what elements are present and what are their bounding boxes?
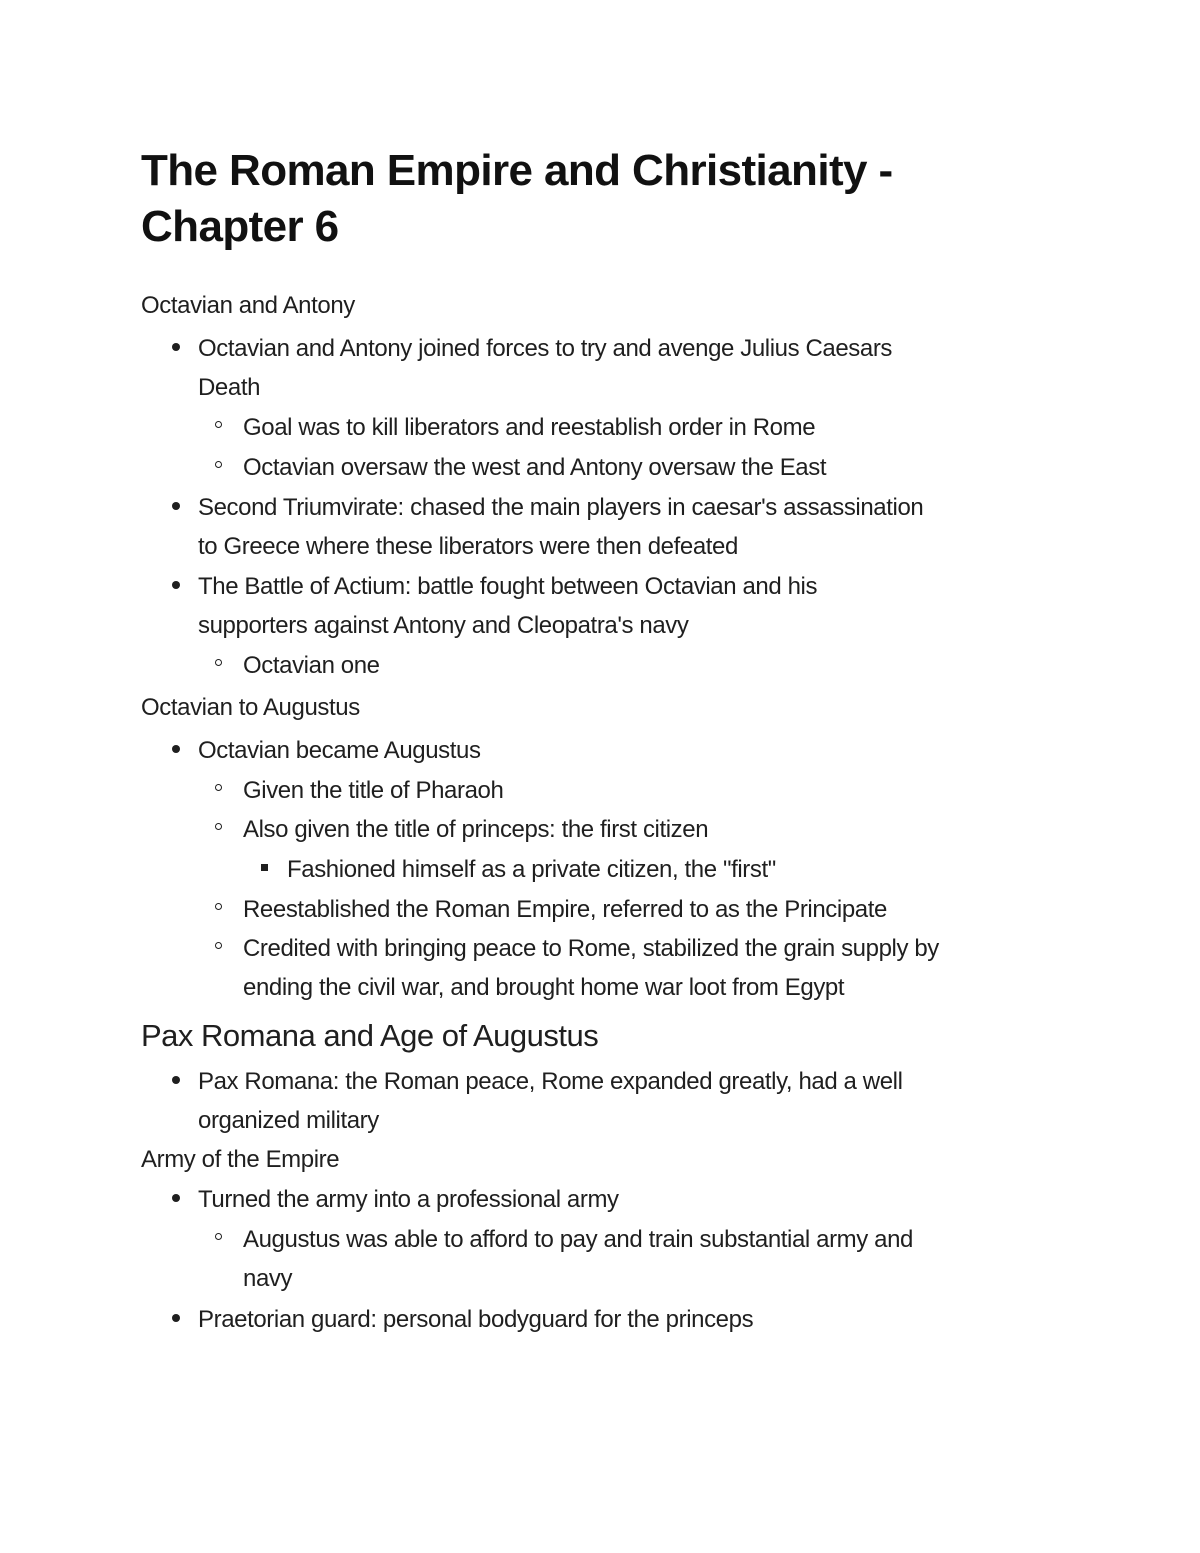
list-item-text-continued: organized military (198, 1107, 379, 1134)
section-heading-army-of-the-empire: Army of the Empire (141, 1146, 340, 1173)
list-item-text-continued: to Greece where these liberators were then defeated (198, 533, 738, 560)
bullet-square-icon (261, 864, 268, 871)
bullet-circle-icon (215, 903, 222, 910)
bullet-circle-icon (215, 659, 222, 666)
bullet-disc-icon (172, 343, 180, 351)
list-item-text: Fashioned himself as a private citizen, the "first" (287, 856, 776, 883)
bullet-disc-icon (172, 581, 180, 589)
bullet-disc-icon (172, 1194, 180, 1202)
list-item-text-continued: navy (243, 1265, 293, 1292)
list-item-text: Octavian one (243, 652, 380, 679)
bullet-circle-icon (215, 784, 222, 791)
list-item-text: The Battle of Actium: battle fought between Octavian and his (198, 573, 818, 600)
list-item-text-continued: Death (198, 374, 261, 401)
list-item-text: Octavian oversaw the west and Antony oversaw the East (243, 454, 827, 481)
list-item-text: Pax Romana: the Roman peace, Rome expanded greatly, had a well (198, 1068, 903, 1095)
document-title (141, 143, 893, 255)
list-item-text: Given the title of Pharaoh (243, 777, 504, 804)
bullet-circle-icon (215, 823, 222, 830)
list-item-text-continued: ending the civil war, and brought home war loot from Egypt (243, 974, 845, 1001)
list-item-text: Augustus was able to afford to pay and train substantial army and (243, 1226, 913, 1253)
bullet-circle-icon (215, 1233, 222, 1240)
list-item-text-continued: supporters against Antony and Cleopatra's navy (198, 612, 689, 639)
list-item-text: Reestablished the Roman Empire, referred to as the Principate (243, 896, 887, 923)
list-item-text: Goal was to kill liberators and reestablish order in Rome (243, 414, 816, 441)
list-item-text: Turned the army into a professional army (198, 1186, 619, 1213)
section-heading-octavian-to-augustus: Octavian to Augustus (141, 694, 360, 721)
title-line-2: Chapter 6 (141, 202, 339, 251)
bullet-disc-icon (172, 745, 180, 753)
list-item-text: Credited with bringing peace to Rome, stabilized the grain supply by (243, 935, 939, 962)
list-item-text: Octavian and Antony joined forces to try and avenge Julius Caesars (198, 335, 893, 362)
list-item-text: Also given the title of princeps: the first citizen (243, 816, 709, 843)
title-line-1: The Roman Empire and Christianity - (141, 146, 893, 195)
list-item-text: Octavian became Augustus (198, 737, 481, 764)
list-item-text: Second Triumvirate: chased the main players in caesar's assassination (198, 494, 924, 521)
section-heading-pax-romana: Pax Romana and Age of Augustus (141, 1018, 599, 1053)
bullet-circle-icon (215, 461, 222, 468)
bullet-circle-icon (215, 421, 222, 428)
section-heading-octavian-and-antony: Octavian and Antony (141, 292, 355, 319)
bullet-disc-icon (172, 1076, 180, 1084)
bullet-disc-icon (172, 1314, 180, 1322)
bullet-disc-icon (172, 502, 180, 510)
list-item-text: Praetorian guard: personal bodyguard for the princeps (198, 1306, 754, 1333)
bullet-circle-icon (215, 942, 222, 949)
